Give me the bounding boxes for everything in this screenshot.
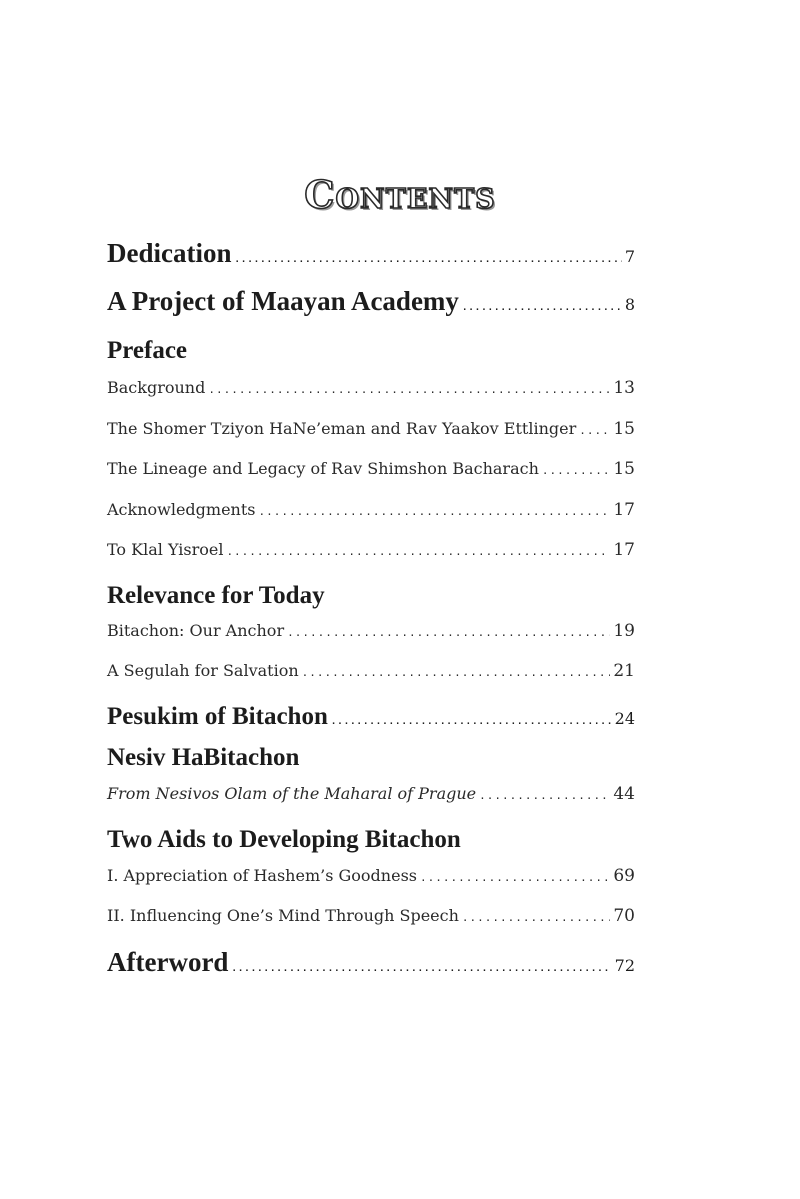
toc-entry-afterword[interactable] xyxy=(107,947,635,978)
dot-leader xyxy=(420,871,610,884)
page-title: Contents xyxy=(304,172,496,217)
toc-entry-label: Background xyxy=(107,378,206,397)
toc-page-number: 13 xyxy=(613,378,635,398)
toc-page-number: 7 xyxy=(624,247,635,266)
toc-entry[interactable] xyxy=(107,419,635,439)
dot-leader xyxy=(287,626,610,639)
dot-leader xyxy=(462,303,622,313)
toc-page-number: 24 xyxy=(614,709,635,728)
section-heading-two-aids[interactable]: Two Aids to Developing Bitachon xyxy=(107,826,461,853)
dot-leader xyxy=(462,911,610,924)
toc-entry-label: Pesukim of Bitachon xyxy=(107,703,328,730)
toc-entry[interactable] xyxy=(107,661,635,681)
toc-page-number: 72 xyxy=(614,956,635,975)
toc-entry-label: Afterword xyxy=(107,947,229,977)
toc-entry-label: II. Influencing One’s Mind Through Speech xyxy=(107,906,459,925)
toc-entry[interactable] xyxy=(107,500,635,520)
toc-entry[interactable] xyxy=(107,906,635,926)
toc-entry-dedication[interactable] xyxy=(107,238,635,269)
toc-entry-label: Dedication xyxy=(107,238,232,268)
toc-entry-pesukim[interactable] xyxy=(107,703,635,731)
toc-page-number: 8 xyxy=(624,295,635,314)
toc-entry[interactable] xyxy=(107,378,635,398)
dot-leader xyxy=(479,789,610,802)
toc-entry-label: A Segulah for Salvation xyxy=(107,661,299,680)
toc-entry-label: The Shomer Tziyon HaNe’eman and Rav Yaakov Ettlinger xyxy=(107,419,577,438)
toc-page-number: 17 xyxy=(613,540,635,560)
toc-entry-label: The Lineage and Legacy of Rav Shimshon Bacharach xyxy=(107,459,539,478)
toc-entry[interactable] xyxy=(107,621,635,641)
toc-entry-label: I. Appreciation of Hashem’s Goodness xyxy=(107,866,417,885)
toc-page-number: 15 xyxy=(613,419,635,439)
dot-leader xyxy=(579,424,610,437)
section-heading-relevance[interactable]: Relevance for Today xyxy=(107,582,325,609)
toc-entry[interactable] xyxy=(107,784,635,804)
toc-page-number: 44 xyxy=(613,784,635,804)
dot-leader xyxy=(302,666,611,679)
dot-leader xyxy=(208,383,610,396)
toc-entry[interactable] xyxy=(107,866,635,886)
dot-leader xyxy=(231,964,611,974)
toc-page-number: 70 xyxy=(613,906,635,926)
toc-entry[interactable] xyxy=(107,540,635,560)
dot-leader xyxy=(226,545,610,558)
dot-leader xyxy=(542,464,610,477)
toc-entry-label: Acknowledgments xyxy=(107,500,256,519)
section-heading-nesiv[interactable]: Nesiv HaBitachon xyxy=(107,744,300,771)
toc-entry-label: From Nesivos Olam of the Maharal of Prague xyxy=(107,784,477,803)
toc-entry-label: A Project of Maayan Academy xyxy=(107,286,459,316)
dot-leader xyxy=(331,717,612,727)
toc-page-number: 17 xyxy=(613,500,635,520)
section-heading-preface[interactable]: Preface xyxy=(107,337,188,364)
toc-entry-maayan-academy[interactable] xyxy=(107,286,635,317)
toc-page-number: 21 xyxy=(613,661,635,681)
toc-page-number: 15 xyxy=(613,459,635,479)
dot-leader xyxy=(259,505,611,518)
toc-page-number: 69 xyxy=(613,866,635,886)
toc-entry[interactable] xyxy=(107,459,635,479)
toc-page-number: 19 xyxy=(613,621,635,641)
dot-leader xyxy=(235,255,622,265)
toc-entry-label: Bitachon: Our Anchor xyxy=(107,621,285,640)
toc-entry-label: To Klal Yisroel xyxy=(107,540,224,559)
